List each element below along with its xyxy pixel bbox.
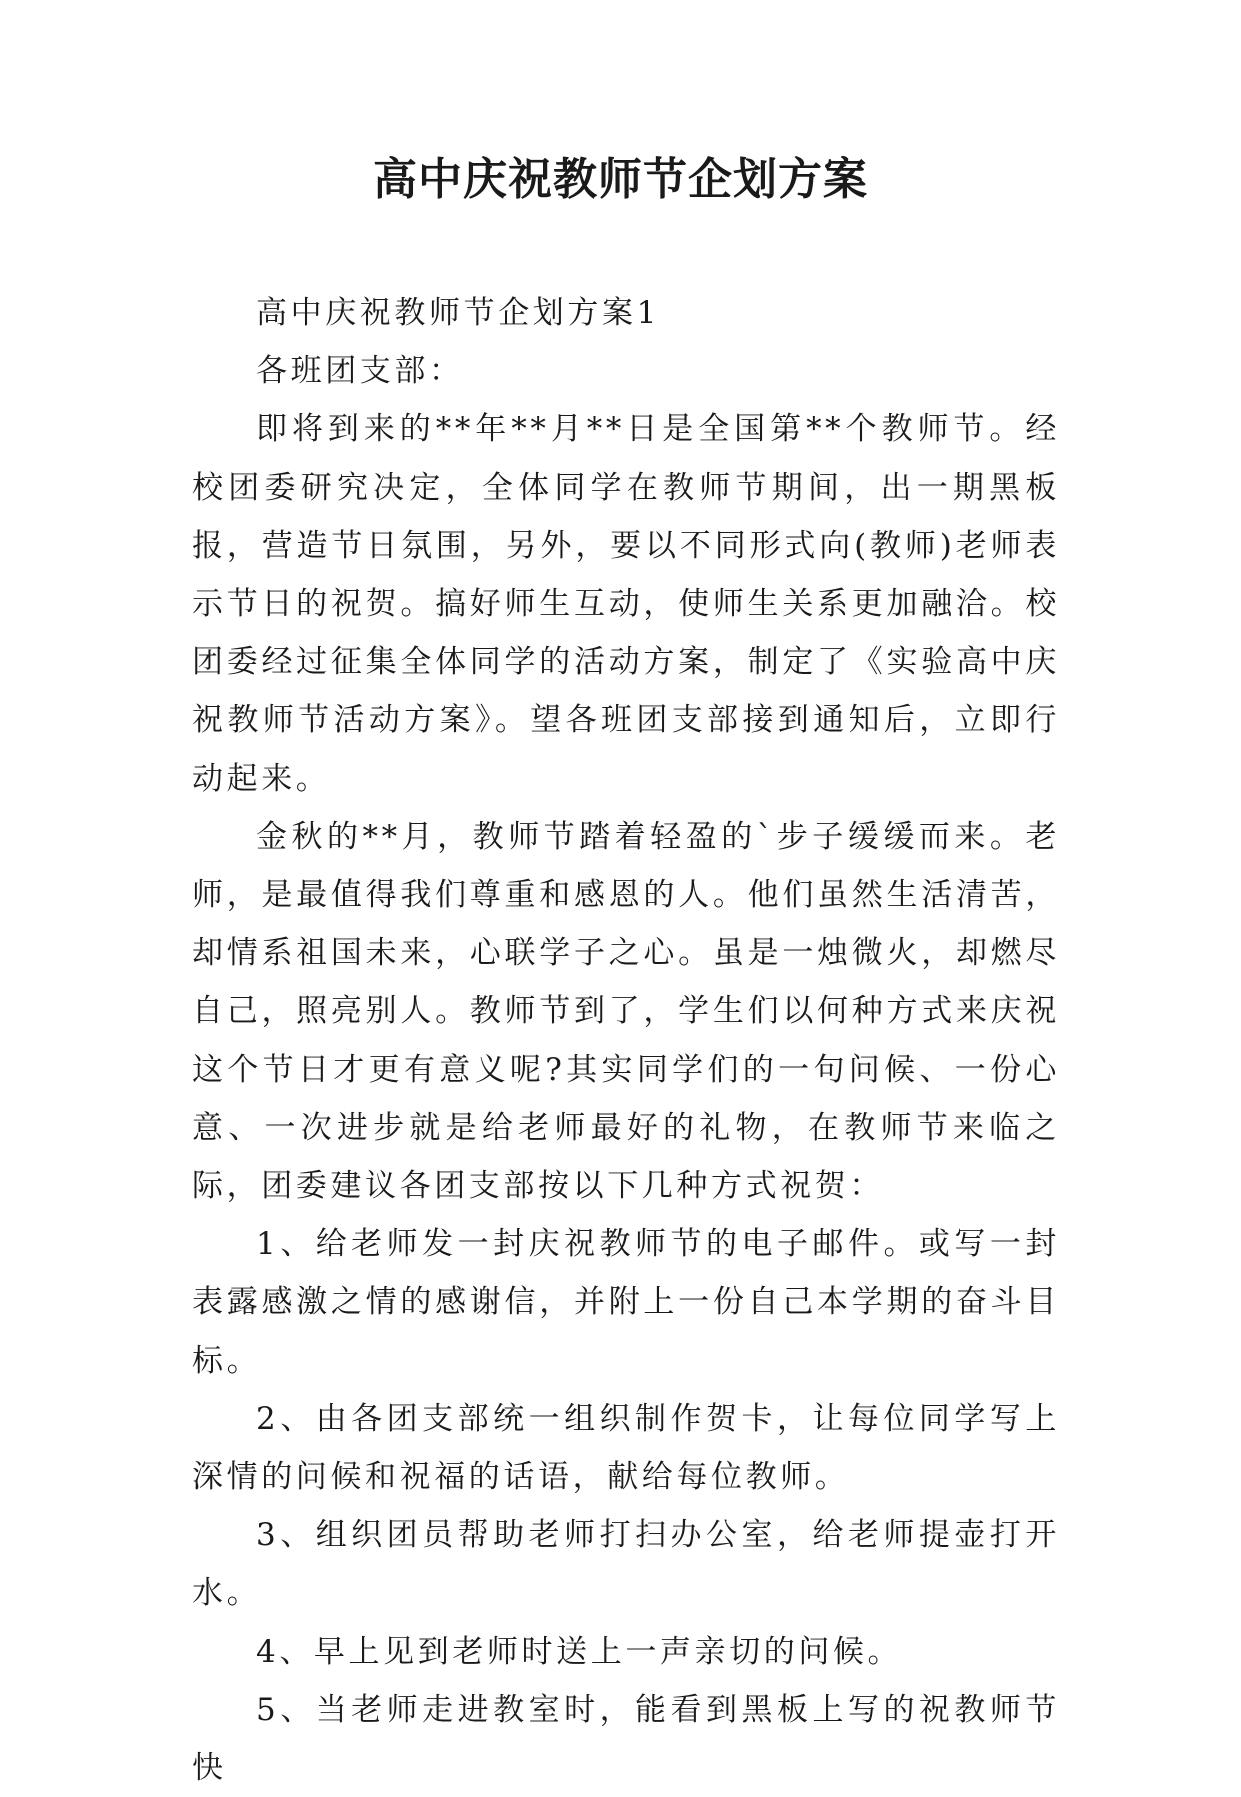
background-paragraph: 金秋的**月，教师节踏着轻盈的`步子缓缓而来。老师，是最值得我们尊重和感恩的人。他们虽然生活清苦，却情系祖国未来，心联学子之心。虽是一烛微火，却燃尽自己，照亮别人。教师节到了，学生们以何种方式来庆祝这个节日才更有意义呢?其实同学们的一句问候、一份心意、一次进步就是给老师最好的礼物，在教师节来临之际，团委建议各团支部按以下几种方式祝贺： (192, 818, 1060, 1205)
list-item-3: 3、组织团员帮助老师打扫办公室，给老师提壶打开水。 (192, 1517, 1060, 1612)
document-body (192, 284, 1060, 1797)
list-item-1: 1、给老师发一封庆祝教师节的电子邮件。或写一封表露感激之情的感谢信，并附上一份自己本学期的奋斗目标。 (192, 1226, 1060, 1379)
list-item-5: 5、当老师走进教室时，能看到黑板上写的祝教师节快 (192, 1691, 1060, 1787)
plan-subtitle: 高中庆祝教师节企划方案1 (256, 295, 660, 331)
document-title: 高中庆祝教师节企划方案 (373, 154, 868, 205)
intro-paragraph: 即将到来的**年**月**日是全国第**个教师节。经校团委研究决定，全体同学在教师节期间，出一期黑板报，营造节日氛围，另外，要以不同形式向(教师)老师表示节日的祝贺。搞好师生互动，使师生关系更加融洽。校团委经过征集全体同学的活动方案，制定了《实验高中庆祝教师节活动方案》。望各班团支部接到通知后，立即行动起来。 (192, 411, 1060, 797)
list-item-4: 4、早上见到老师时送上一声亲切的问候。 (256, 1633, 903, 1670)
list-item-2: 2、由各团支部统一组织制作贺卡，让每位同学写上深情的问候和祝福的话语，献给每位教师。 (192, 1400, 1060, 1496)
salutation: 各班团支部： (256, 353, 464, 390)
